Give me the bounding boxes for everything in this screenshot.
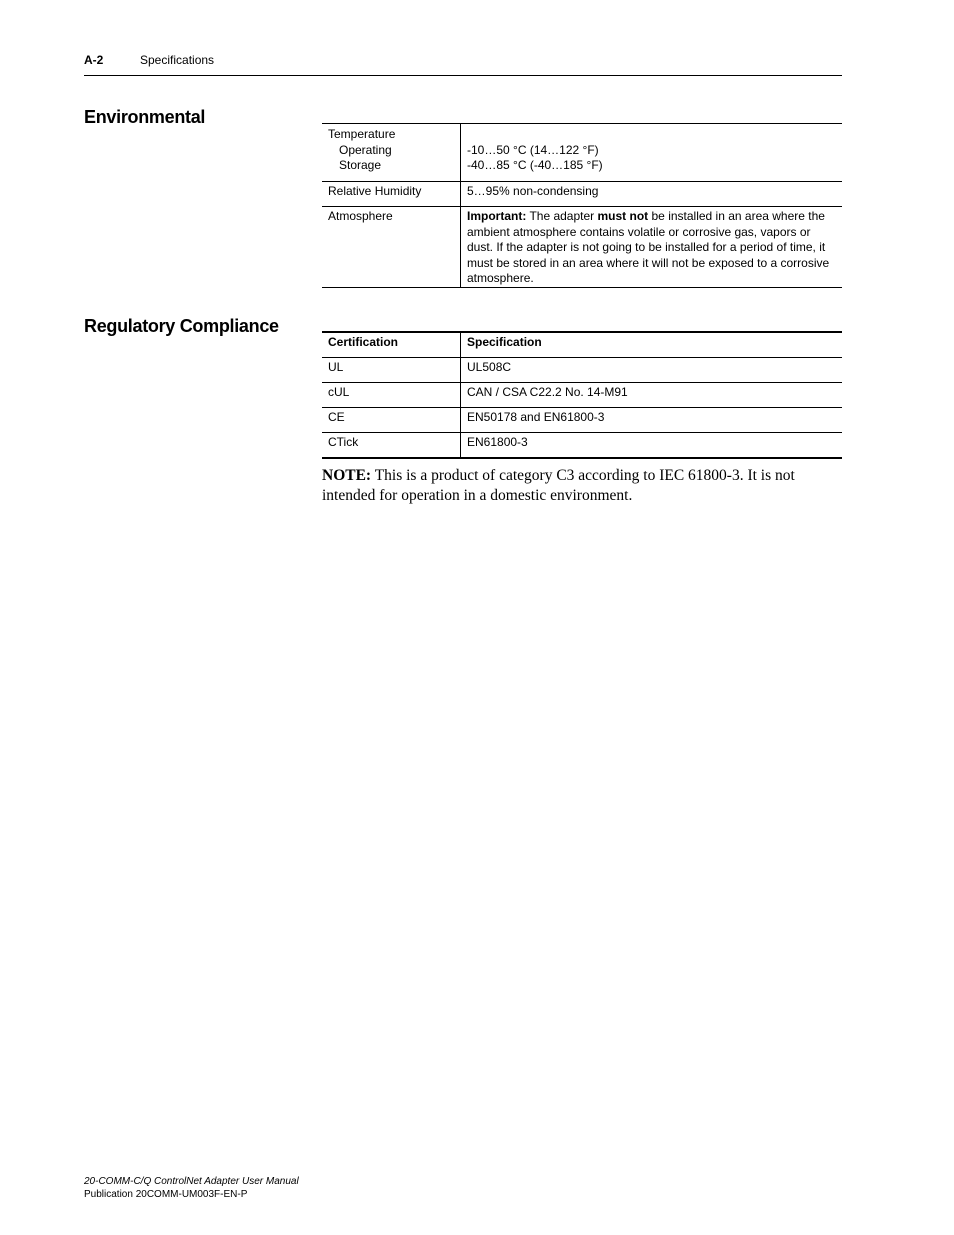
- table-row: [322, 408, 842, 433]
- table-row: [322, 182, 842, 207]
- section-title: Specifications: [140, 53, 215, 67]
- specification-cell: UL508C: [461, 358, 843, 383]
- specification-cell: EN61800-3: [461, 433, 843, 459]
- manual-title: 20-COMM-C/Q ControlNet Adapter User Manual: [84, 1176, 299, 1187]
- note-text: This is a product of category C3 according to IEC 61800-3. It is not intended for operation in a domestic environment.: [322, 467, 795, 504]
- temperature-value-blank: [467, 127, 836, 143]
- page-footer: [84, 1175, 299, 1201]
- certification-cell: cUL: [322, 383, 461, 408]
- humidity-value: 5…95% non-condensing: [461, 182, 843, 207]
- specification-cell: EN50178 and EN61800-3: [461, 408, 843, 433]
- humidity-label: Relative Humidity: [322, 182, 461, 207]
- certification-cell: UL: [322, 358, 461, 383]
- table-header-row: [322, 332, 842, 358]
- publication-number: Publication 20COMM-UM003F-EN-P: [84, 1189, 248, 1200]
- temperature-label-cell: [322, 124, 461, 182]
- regulatory-table: [322, 331, 842, 459]
- certification-cell: CE: [322, 408, 461, 433]
- storage-label: Storage: [339, 158, 382, 172]
- operating-label: Operating: [339, 142, 392, 157]
- page-header: [84, 53, 842, 76]
- certification-header-text: Certification: [328, 335, 399, 349]
- operating-value: -10…50 °C (14…122 °F): [467, 142, 599, 157]
- column-header-certification: [322, 332, 461, 358]
- page-number: A-2: [84, 53, 104, 67]
- table-row: [322, 383, 842, 408]
- atmosphere-text-2: be installed in an area where the ambient atmosphere contains volatile or corrosive gas, vapors or dust. If the adapter is not going to be installed for a period of time, it must be stored in an area where it will not be exposed to a corrosive atmosphere.: [467, 209, 830, 285]
- atmosphere-value: [461, 207, 843, 288]
- note-paragraph: [322, 466, 842, 506]
- atmosphere-text-1: The adapter: [526, 209, 598, 223]
- table-row: [322, 358, 842, 383]
- specification-header-text: Specification: [467, 335, 542, 349]
- table-row: [322, 433, 842, 459]
- specification-cell: CAN / CSA C22.2 No. 14-M91: [461, 383, 843, 408]
- regulatory-heading: Regulatory Compliance: [84, 316, 279, 336]
- must-not-text: must not: [597, 209, 649, 223]
- table-row: [322, 207, 842, 288]
- environmental-heading: Environmental: [84, 107, 206, 127]
- important-label: Important:: [467, 209, 527, 223]
- temperature-label: Temperature: [328, 127, 396, 141]
- atmosphere-label: Atmosphere: [322, 207, 461, 288]
- table-row: [322, 124, 842, 182]
- temperature-value-cell: [461, 124, 843, 182]
- environmental-table: [322, 123, 842, 288]
- certification-cell: CTick: [322, 433, 461, 459]
- column-header-specification: [461, 332, 843, 358]
- note-label: NOTE:: [322, 467, 372, 484]
- storage-value: -40…85 °C (-40…185 °F): [467, 158, 603, 172]
